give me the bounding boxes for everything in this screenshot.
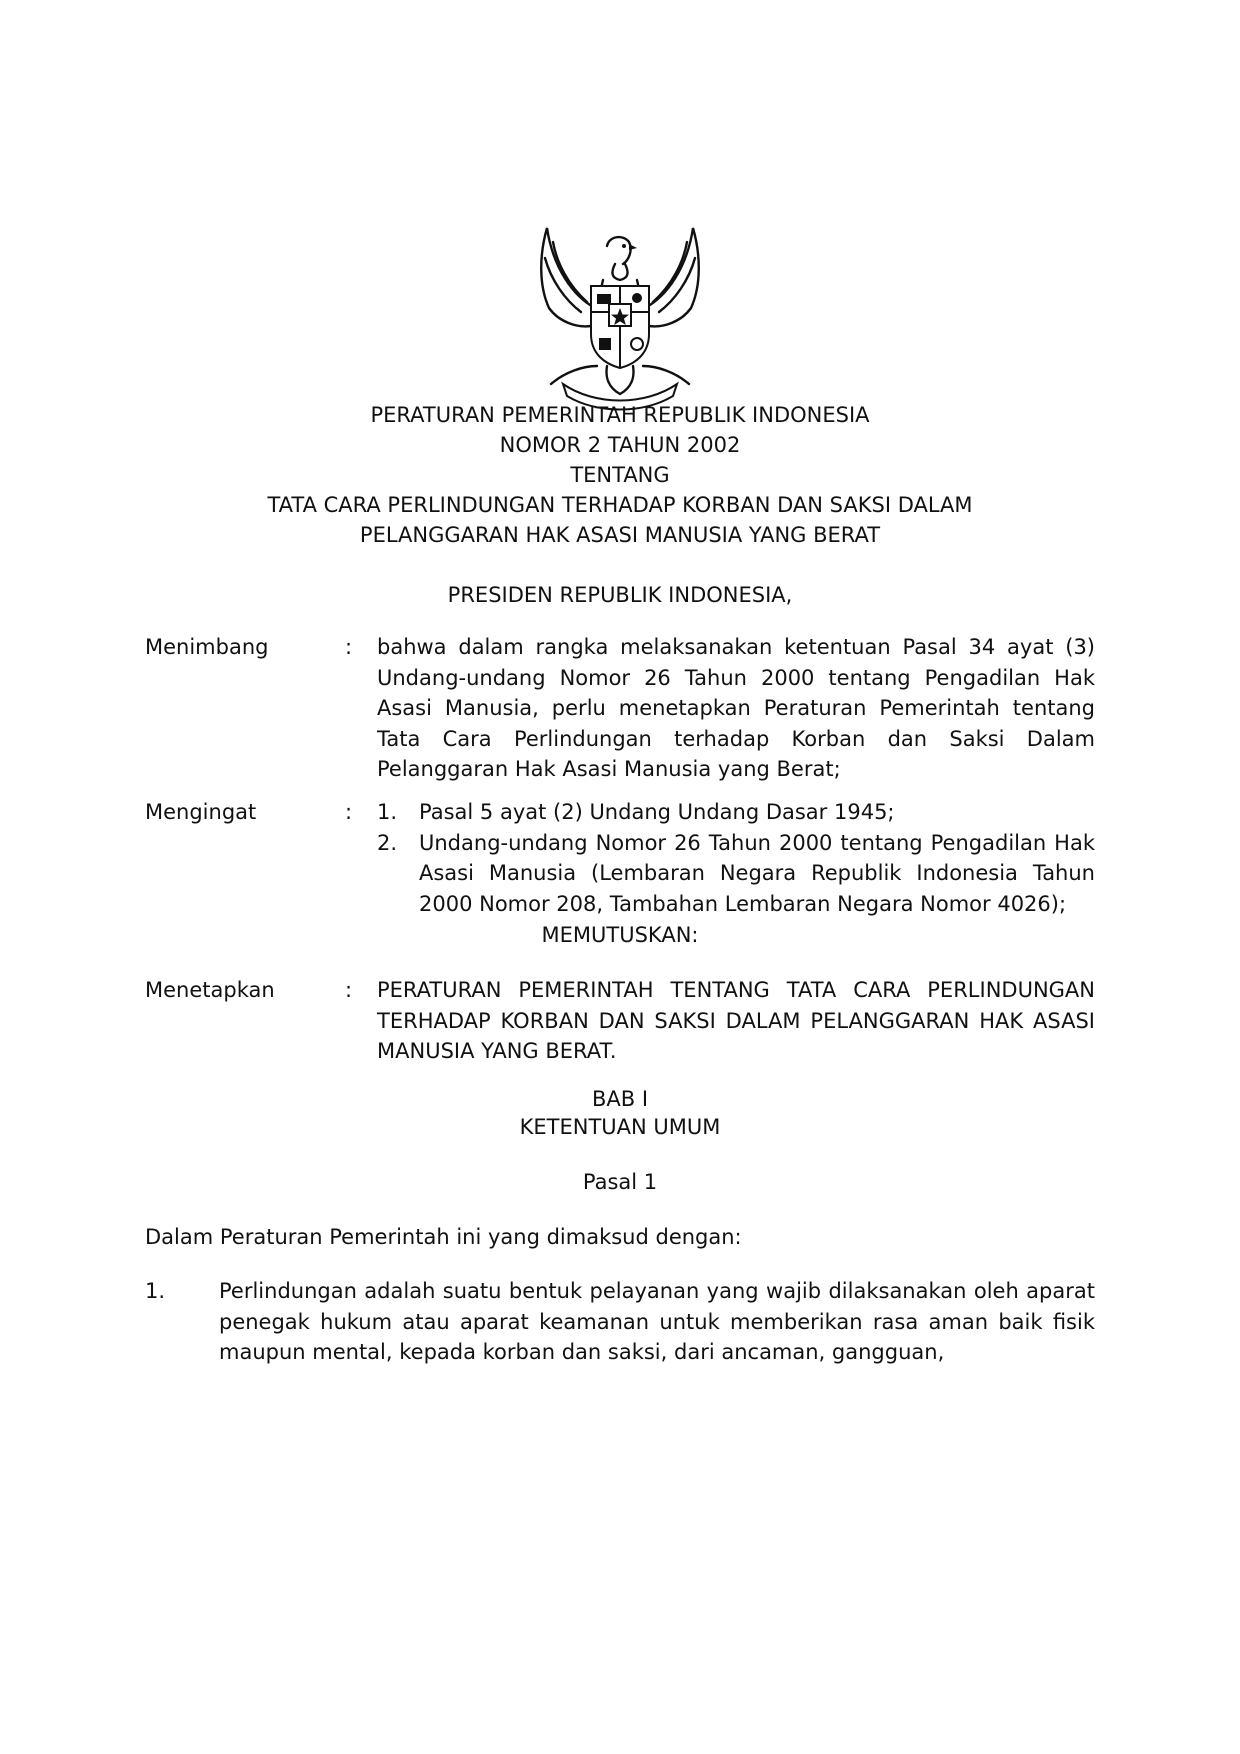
menimbang-text: bahwa dalam rangka melaksanakan ketentuan Pasal 34 ayat (3) Undang-undang Nomor 26 Tahun 2000 tentang Pengadilan Hak Asasi Manusia, perlu menetapkan Peraturan Pemerintah tentang Tata Cara Perlindungan terhadap Korban dan Saksi Dalam Pelanggaran Hak Asasi Manusia yang Berat;	[377, 635, 1095, 781]
definition-text: Perlindungan adalah suatu bentuk pelayanan yang wajib dilaksanakan oleh aparat penegak hukum atau aparat keamanan untuk memberikan rasa aman baik fisik maupun mental, kepada korban dan saksi, dari ancaman, gangguan,	[219, 1279, 1095, 1364]
garuda-pancasila-emblem-icon	[525, 216, 715, 416]
bab-title: KETENTUAN UMUM	[519, 1115, 721, 1139]
title-line-1: PERATURAN PEMERINTAH REPUBLIK INDONESIA	[370, 403, 870, 427]
mengingat-item-text: Pasal 5 ayat (2) Undang Undang Dasar 1945;	[419, 800, 895, 824]
mengingat-item-text: Undang-undang Nomor 26 Tahun 2000 tentang Pengadilan Hak Asasi Manusia (Lembaran Negara Republik Indonesia Tahun 2000 Nomor 208, Tambahan Lembaran Negara Nomor 4026);	[419, 830, 1095, 916]
mengingat-item-number: 1.	[377, 800, 398, 824]
mengingat-item	[377, 828, 1095, 920]
menimbang-label: Menimbang	[145, 635, 269, 659]
menimbang-colon: :	[345, 635, 353, 659]
pasal-intro: Dalam Peraturan Pemerintah ini yang dimaksud dengan:	[145, 1225, 742, 1249]
mengingat-label: Mengingat	[145, 800, 257, 824]
mengingat-list	[377, 797, 1095, 919]
bab-number: BAB I	[591, 1087, 649, 1111]
pasal-heading: Pasal 1	[582, 1170, 658, 1194]
menetapkan-label: Menetapkan	[145, 978, 275, 1002]
title-line-5: PELANGGARAN HAK ASASI MANUSIA YANG BERAT	[359, 523, 881, 547]
mengingat-item-number: 2.	[377, 830, 398, 855]
mengingat-colon: :	[345, 800, 353, 824]
president-heading: PRESIDEN REPUBLIK INDONESIA,	[447, 583, 793, 607]
mengingat-item	[377, 797, 1095, 828]
menetapkan-colon: :	[345, 978, 353, 1002]
title-line-4: TATA CARA PERLINDUNGAN TERHADAP KORBAN DAN SAKSI DALAM	[267, 493, 973, 517]
memutuskan-heading: MEMUTUSKAN:	[541, 923, 699, 947]
menetapkan-text: PERATURAN PEMERINTAH TENTANG TATA CARA PERLINDUNGAN TERHADAP KORBAN DAN SAKSI DALAM PELANGGARAN HAK ASASI MANUSIA YANG BERAT.	[377, 978, 1095, 1063]
definition-number: 1.	[145, 1279, 166, 1303]
title-line-3: TENTANG	[570, 463, 670, 487]
title-line-2: NOMOR 2 TAHUN 2002	[499, 433, 741, 457]
